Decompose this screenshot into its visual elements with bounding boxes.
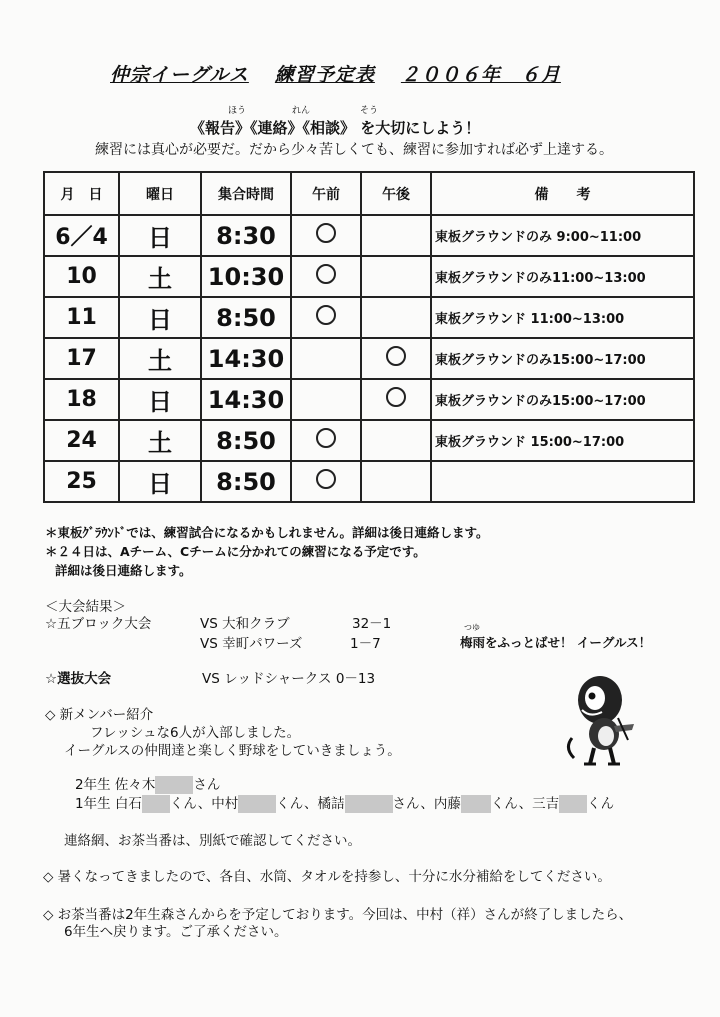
cell-am [291, 215, 361, 256]
members-line1: フレッシュな6人が入部しました。 [90, 725, 301, 741]
table-row [44, 338, 694, 379]
cell-day: 土 [119, 338, 201, 379]
cell-notes: 東板グラウンドのみ15:00~17:00 [431, 338, 694, 379]
ruby-ren: れん [292, 106, 311, 116]
grade1-label: 1年生 白石 [75, 796, 142, 812]
cell-pm [361, 297, 431, 338]
cell-notes: 東板グラウンドのみ11:00~13:00 [431, 256, 694, 297]
header-time: 集合時間 [201, 172, 291, 215]
cell-pm [361, 379, 431, 420]
cell-date: 25 [44, 461, 119, 502]
grade1-text-e: くん [587, 796, 615, 812]
note-1: ＊東板ｸﾞﾗｳﾝﾄﾞでは、練習試合になるかもしれません。詳細は後日連絡します。 [45, 525, 489, 540]
eagle-mascot-icon [562, 668, 642, 768]
cell-am [291, 461, 361, 502]
cell-pm [361, 256, 431, 297]
redacted-name [142, 795, 170, 813]
cell-time: 10:30 [201, 256, 291, 297]
cell-day: 日 [119, 297, 201, 338]
motto-ruby [0, 103, 720, 115]
cell-time: 14:30 [201, 338, 291, 379]
cell-am [291, 297, 361, 338]
page-title: 仲宗イーグルス 練習予定表 ２００６年 ６月 [110, 64, 561, 86]
grade1-text-d: くん、三吉 [490, 796, 560, 812]
cell-am [291, 420, 361, 461]
table-header-row [44, 172, 694, 215]
ruby-sou: そう [360, 106, 379, 116]
cell-am [291, 256, 361, 297]
header-pm: 午後 [361, 172, 431, 215]
header-notes: 備 考 [431, 172, 694, 215]
note-2: ＊２４日は、Aチーム、Cチームに分かれての練習になる予定です。 [45, 544, 426, 559]
table-row [44, 297, 694, 338]
grade2-suffix: さん [193, 777, 221, 793]
circle-mark-icon [316, 469, 336, 489]
cell-date: 6／4 [44, 215, 119, 256]
notice-heat: ◇ 暑くなってきましたので、各自、水筒、タオルを持参し、十分に水分補給をしてください。 [43, 869, 611, 885]
grade2-label: 2年生 佐々木 [75, 777, 156, 793]
cell-date: 18 [44, 379, 119, 420]
tournament-2-name: ☆選抜大会 [45, 671, 112, 687]
members-heading: ◇ 新メンバー紹介 [45, 707, 154, 723]
cell-am [291, 338, 361, 379]
cell-day: 日 [119, 461, 201, 502]
cell-notes: 東板グラウンド 11:00~13:00 [431, 297, 694, 338]
note-3: 詳細は後日連絡します。 [55, 563, 192, 578]
schedule-table [43, 171, 695, 503]
table-row [44, 379, 694, 420]
cell-day: 日 [119, 215, 201, 256]
cell-notes: 東板グラウンドのみ15:00~17:00 [431, 379, 694, 420]
cell-day: 土 [119, 256, 201, 297]
circle-mark-icon [316, 305, 336, 325]
redacted-name [238, 795, 276, 813]
cell-time: 8:50 [201, 461, 291, 502]
cell-notes: 東板グラウンドのみ 9:00~11:00 [431, 215, 694, 256]
header-date: 月 日 [44, 172, 119, 215]
tournament-1-score-1: 32－1 [352, 616, 392, 632]
tournament-1-vs-1: VS 大和クラブ [200, 616, 290, 632]
slogan-ruby: つゆ [464, 623, 480, 632]
tournament-2-vs: VS レッドシャークス 0－13 [202, 671, 376, 687]
cell-notes [431, 461, 694, 502]
circle-mark-icon [386, 387, 406, 407]
notice-tea-2: 6年生へ戻ります。ご了承ください。 [64, 924, 288, 940]
motto-line2: 練習には真心が必要だ。だから少々苦しくても、練習に参加すれば必ず上達する。 [95, 142, 613, 158]
cell-date: 10 [44, 256, 119, 297]
members-grade1 [75, 792, 614, 813]
ruby-hou: ほう [228, 106, 247, 116]
grade1-text-b: くん、橘詰 [276, 796, 345, 812]
table-row [44, 461, 694, 502]
redacted-name [461, 795, 491, 813]
circle-mark-icon [386, 346, 406, 366]
slogan: 梅雨をふっとばせ！ イーグルス！ [460, 635, 652, 650]
table-row [44, 256, 694, 297]
notice-tea-1: ◇ お茶当番は2年生森さんからを予定しております。今回は、中村（祥）さんが終了しましたら、 [43, 907, 633, 923]
cell-pm [361, 338, 431, 379]
cell-pm [361, 420, 431, 461]
grade1-text-c: さん、内藤 [392, 796, 461, 812]
tournament-1-name: ☆五ブロック大会 [45, 616, 152, 632]
motto-line1: 《報告》《連絡》《相談》 を大切にしよう！ [190, 119, 481, 137]
redacted-name [345, 795, 393, 813]
grade1-text-a: くん、中村 [169, 796, 239, 812]
results-heading: ＜大会結果＞ [45, 599, 126, 615]
members-grade2 [75, 773, 220, 794]
cell-notes: 東板グラウンド 15:00~17:00 [431, 420, 694, 461]
circle-mark-icon [316, 428, 336, 448]
cell-time: 14:30 [201, 379, 291, 420]
cell-pm [361, 461, 431, 502]
tournament-1-vs-2: VS 幸町パワーズ [200, 636, 303, 652]
table-row [44, 215, 694, 256]
cell-date: 17 [44, 338, 119, 379]
header-day: 曜日 [119, 172, 201, 215]
table-row [44, 420, 694, 461]
members-line2: イーグルスの仲間達と楽しく野球をしていきましょう。 [64, 743, 401, 759]
cell-date: 11 [44, 297, 119, 338]
cell-time: 8:30 [201, 215, 291, 256]
cell-day: 日 [119, 379, 201, 420]
cell-pm [361, 215, 431, 256]
tournament-1-score-2: 1－7 [350, 636, 381, 652]
cell-time: 8:50 [201, 297, 291, 338]
contact-note: 連絡網、お茶当番は、別紙で確認してください。 [64, 833, 361, 849]
cell-day: 土 [119, 420, 201, 461]
cell-time: 8:50 [201, 420, 291, 461]
circle-mark-icon [316, 264, 336, 284]
redacted-name [559, 795, 587, 813]
cell-date: 24 [44, 420, 119, 461]
cell-am [291, 379, 361, 420]
circle-mark-icon [316, 223, 336, 243]
header-am: 午前 [291, 172, 361, 215]
